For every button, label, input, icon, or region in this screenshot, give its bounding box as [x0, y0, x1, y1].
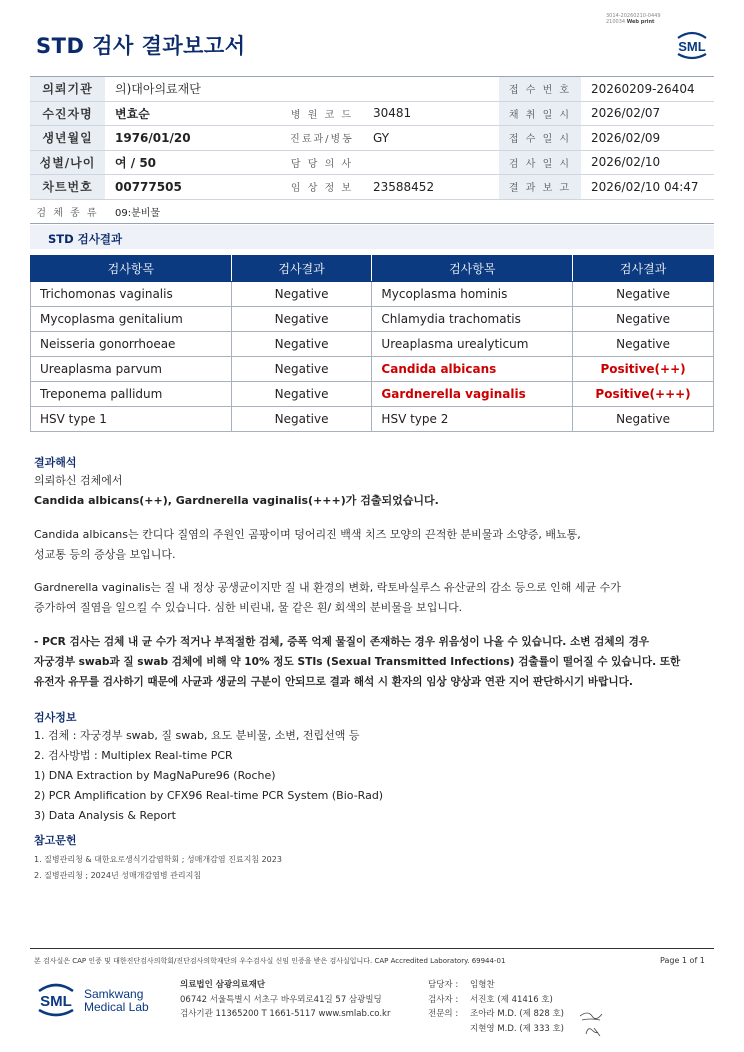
test-info-line: 1) DNA Extraction by MagNaPure96 (Roche): [34, 769, 276, 782]
label-accession-no: 접 수 번 호: [499, 77, 581, 102]
staff-role: 검사자 :: [428, 994, 459, 1005]
test-name: Mycoplasma genitalium: [31, 307, 232, 332]
label-patient-name: 수진자명: [30, 101, 105, 126]
header-test-result: 검사결과: [573, 256, 714, 282]
table-row: [31, 382, 714, 407]
label-clinical-info: 임 상 정 보: [281, 175, 363, 200]
test-result: Negative: [231, 382, 372, 407]
table-row: [31, 332, 714, 357]
test-info-line: 2. 검사방법 : Multiplex Real-time PCR: [34, 749, 233, 762]
value-doctor: [363, 150, 499, 175]
print-code: [606, 13, 686, 25]
test-result: Negative: [231, 307, 372, 332]
org-info: [180, 978, 390, 1022]
header-test-item: 검사항목: [31, 256, 232, 282]
test-name: Ureaplasma parvum: [31, 357, 232, 382]
footer-divider: [30, 948, 714, 949]
reference-item: 2. 질병관리청 ; 2024년 성매개감염병 관리지침: [34, 871, 202, 880]
info-row: [30, 101, 714, 126]
label-sex-age: 성별/나이: [30, 150, 105, 175]
results-header-row: [31, 256, 714, 282]
value-birthdate: 1976/01/20: [105, 126, 281, 151]
logo-text: SML: [40, 993, 72, 1010]
header-test-result: 검사결과: [231, 256, 372, 282]
test-name-positive: Gardnerella vaginalis: [372, 382, 573, 407]
print-code-prefix: 210034: [606, 19, 626, 25]
references-title: 참고문헌: [34, 834, 77, 847]
brand-line1: Samkwang: [84, 987, 144, 1001]
test-info-title: 검사정보: [34, 711, 77, 724]
test-name: Neisseria gonorrhoeae: [31, 332, 232, 357]
staff-role: 담당자 :: [428, 980, 459, 990]
value-sex-age: 여 / 50: [105, 150, 281, 175]
interpretation-intro: 의뢰하신 검체에서: [34, 474, 123, 487]
test-name-positive: Candida albicans: [372, 357, 573, 382]
staff-role: 전문의 :: [428, 1009, 459, 1019]
value-test-date: 2026/02/10: [581, 150, 714, 175]
staff-name: 조아라 M.D. (제 828 호): [470, 1009, 565, 1019]
test-name: HSV type 1: [31, 407, 232, 432]
label-doctor: 담 당 의 사: [281, 150, 363, 175]
table-row: [31, 307, 714, 332]
staff-name: 임형찬: [470, 980, 495, 990]
results-section-title: STD 검사결과: [48, 232, 123, 246]
test-name: Ureaplasma urealyticum: [372, 332, 573, 357]
candida-desc-line1: Candida albicans는 칸디다 질염의 주원인 곰팡이며 덩어리진 백색 치즈 모양의 끈적한 분비물과 소양증, 배뇨통,: [34, 528, 581, 541]
test-result: Negative: [231, 332, 372, 357]
pcr-note-line3: 유전자 유무를 검사하기 때문에 사균과 생균의 구분이 안되므로 결과 해석 시 환자의 임상 양상과 연관 지어 판단하시기 바랍니다.: [34, 676, 633, 688]
value-clinical-info: 23588452: [363, 175, 499, 200]
value-specimen-type: 09:분비물: [105, 199, 714, 224]
test-name: Mycoplasma hominis: [372, 282, 573, 307]
value-receive-date: 2026/02/09: [581, 126, 714, 151]
test-result: Negative: [573, 307, 714, 332]
test-result: Negative: [573, 332, 714, 357]
label-department: 진료과/병동: [281, 126, 363, 151]
signature: [578, 1008, 612, 1038]
brand-line2: Medical Lab: [84, 1000, 149, 1014]
test-name: Chlamydia trachomatis: [372, 307, 573, 332]
table-row: [31, 357, 714, 382]
value-collect-date: 2026/02/07: [581, 101, 714, 126]
test-name: Trichomonas vaginalis: [31, 282, 232, 307]
test-name: HSV type 2: [372, 407, 573, 432]
value-accession-no: 20260209-26404: [581, 77, 714, 102]
test-name: Treponema pallidum: [31, 382, 232, 407]
label-hospital-code: 병 원 코 드: [281, 101, 363, 126]
org-name: 의료법인 삼광의료재단: [180, 980, 266, 990]
test-result: Negative: [231, 407, 372, 432]
staff-name: 지현영 M.D. (제 333 호): [470, 1023, 565, 1034]
page-title: STD 검사 결과보고서: [36, 34, 246, 58]
value-report-date: 2026/02/10 04:47: [581, 175, 714, 200]
test-result-positive: Positive(++): [573, 357, 714, 382]
label-specimen-type: 검 체 종 류: [30, 199, 105, 224]
sml-footer-logo: [34, 980, 78, 1020]
label-requester: 의뢰기관: [30, 77, 105, 102]
value-chart-no: 00777505: [105, 175, 281, 200]
info-row: [30, 126, 714, 151]
results-table: [30, 255, 714, 432]
reference-item: 1. 질병관리청 & 대한요로생식기감염학회 ; 성매개감염 진료지침 2023: [34, 855, 282, 864]
label-birthdate: 생년월일: [30, 126, 105, 151]
value-requester: 의)대아의료재단: [105, 77, 499, 102]
page-number: Page 1 of 1: [660, 956, 705, 965]
interpretation-title: 결과해석: [34, 456, 77, 469]
print-code-line1: 3014-20260210-0449: [606, 13, 661, 19]
patient-info-table: [30, 76, 714, 224]
print-mode: Web print: [626, 19, 655, 25]
results-section-bar: [30, 225, 714, 249]
sml-logo: [672, 28, 712, 62]
info-row: [30, 175, 714, 200]
test-info-line: 2) PCR Amplification by CFX96 Real-time PCR System (Bio-Rad): [34, 789, 384, 802]
test-result-positive: Positive(+++): [573, 382, 714, 407]
table-row: [31, 282, 714, 307]
brand-name: [84, 988, 149, 1014]
test-result: Negative: [573, 407, 714, 432]
org-contact: 검사기관 11365200 T 1661-5117 www.smlab.co.kr: [180, 1009, 391, 1019]
test-info-line: 1. 검체 : 자궁경부 swab, 질 swab, 요도 분비물, 소변, 전립선액 등: [34, 729, 360, 742]
staff-name: 서진호 (제 41416 호): [470, 994, 553, 1005]
label-collect-date: 채 취 일 시: [499, 101, 581, 126]
interpretation-detected: Candida albicans(++), Gardnerella vaginalis(+++)가 검출되었습니다.: [34, 494, 439, 507]
test-result: Negative: [231, 282, 372, 307]
test-result: Negative: [573, 282, 714, 307]
info-row: [30, 77, 714, 102]
header-test-item: 검사항목: [372, 256, 573, 282]
info-row: [30, 199, 714, 224]
label-chart-no: 차트번호: [30, 175, 105, 200]
value-patient-name: 변효순: [105, 101, 281, 126]
staff-block: [428, 978, 564, 1036]
label-test-date: 검 사 일 시: [499, 150, 581, 175]
label-report-date: 결 과 보 고: [499, 175, 581, 200]
gardnerella-desc-line1: Gardnerella vaginalis는 질 내 정상 공생균이지만 질 내 환경의 변화, 락토바실루스 유산균의 감소 등으로 인해 세균 수가: [34, 581, 621, 594]
org-address: 06742 서울특별시 서초구 바우뫼로41길 57 삼광빌딩: [180, 994, 382, 1005]
certification-text: 본 검사실은 CAP 인증 및 대한진단검사의학회/진단검사의학재단의 우수검사실 신임 인증을 받은 검사실입니다. CAP Accredited Laboratory. 69944-01: [34, 957, 506, 965]
candida-desc-line2: 성교통 등의 증상을 보입니다.: [34, 548, 176, 561]
test-info-line: 3) Data Analysis & Report: [34, 809, 176, 822]
table-row: [31, 407, 714, 432]
logo-text: SML: [678, 39, 706, 54]
pcr-note-line2: 자궁경부 swab과 질 swab 검체에 비해 약 10% 정도 STIs (Sexual Transmitted Infections) 검출률이 떨어질 수 있습니다. 또한: [34, 656, 681, 668]
value-hospital-code: 30481: [363, 101, 499, 126]
gardnerella-desc-line2: 증가하여 질염을 일으킬 수 있습니다. 심한 비린내, 물 같은 흰/ 회색의 분비물을 보입니다.: [34, 601, 463, 614]
label-receive-date: 접 수 일 시: [499, 126, 581, 151]
test-result: Negative: [231, 357, 372, 382]
info-row: [30, 150, 714, 175]
pcr-note-line1: - PCR 검사는 검체 내 균 수가 적거나 부적절한 검체, 증폭 억제 물질이 존재하는 경우 위음성이 나올 수 있습니다. 소변 검체의 경우: [34, 636, 650, 648]
value-department: GY: [363, 126, 499, 151]
